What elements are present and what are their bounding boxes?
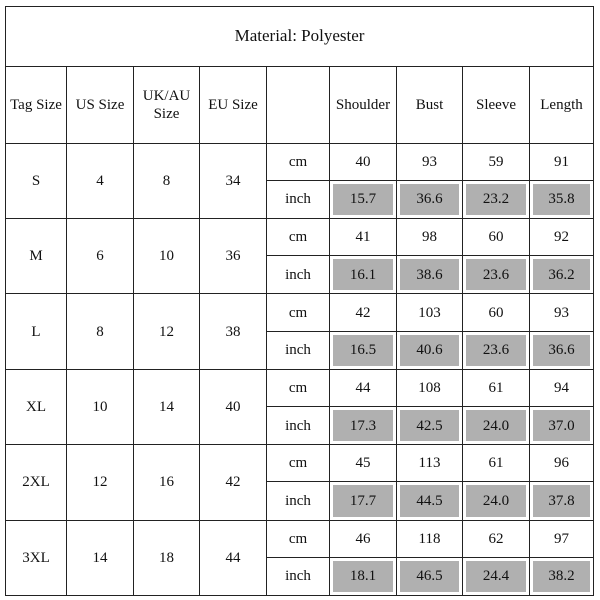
inch-bust-value: 38.6 <box>400 259 459 290</box>
size-cell-tag: XL <box>6 369 67 444</box>
inch-shoulder-value: 15.7 <box>333 184 393 215</box>
table-row-cm <box>6 294 594 331</box>
size-cell-us: 12 <box>67 445 134 520</box>
inch-bust-cell <box>397 406 463 444</box>
inch-shoulder-value: 16.5 <box>333 335 393 366</box>
inch-sleeve-cell <box>463 256 530 294</box>
size-cell-uk: 8 <box>134 143 200 218</box>
size-cell-eu: 34 <box>200 143 267 218</box>
inch-length-cell <box>530 331 594 369</box>
cm-shoulder-value: 42 <box>330 294 397 331</box>
size-cell-uk: 18 <box>134 520 200 595</box>
inch-length-value: 36.2 <box>533 259 590 290</box>
size-cell-uk: 14 <box>134 369 200 444</box>
cm-length-value: 94 <box>530 369 594 406</box>
inch-sleeve-value: 23.2 <box>466 184 526 215</box>
inch-shoulder-cell <box>330 557 397 595</box>
unit-label-inch: inch <box>267 482 330 520</box>
header-sleeve: Sleeve <box>463 67 530 143</box>
inch-sleeve-cell <box>463 331 530 369</box>
inch-length-value: 36.6 <box>533 335 590 366</box>
cm-bust-value: 98 <box>397 219 463 256</box>
unit-label-cm: cm <box>267 294 330 331</box>
cm-shoulder-value: 44 <box>330 369 397 406</box>
inch-sleeve-cell <box>463 482 530 520</box>
inch-shoulder-value: 16.1 <box>333 259 393 290</box>
inch-bust-cell <box>397 256 463 294</box>
cm-shoulder-value: 45 <box>330 445 397 482</box>
size-table <box>5 6 594 596</box>
inch-length-cell <box>530 180 594 218</box>
unit-label-cm: cm <box>267 445 330 482</box>
size-cell-uk: 10 <box>134 219 200 294</box>
inch-sleeve-value: 23.6 <box>466 259 526 290</box>
table-row-cm <box>6 143 594 180</box>
header-us-size: US Size <box>67 67 134 143</box>
inch-bust-value: 46.5 <box>400 561 459 592</box>
title-row <box>6 7 594 67</box>
cm-bust-value: 113 <box>397 445 463 482</box>
header-bust: Bust <box>397 67 463 143</box>
size-cell-tag: 2XL <box>6 445 67 520</box>
inch-shoulder-cell <box>330 406 397 444</box>
cm-sleeve-value: 61 <box>463 445 530 482</box>
inch-shoulder-value: 17.7 <box>333 485 393 516</box>
cm-shoulder-value: 41 <box>330 219 397 256</box>
inch-length-cell <box>530 482 594 520</box>
unit-label-cm: cm <box>267 369 330 406</box>
cm-bust-value: 118 <box>397 520 463 557</box>
inch-shoulder-value: 18.1 <box>333 561 393 592</box>
inch-sleeve-value: 24.0 <box>466 485 526 516</box>
header-eu-size: EU Size <box>200 67 267 143</box>
unit-label-cm: cm <box>267 143 330 180</box>
size-chart <box>5 6 593 596</box>
inch-sleeve-value: 24.0 <box>466 410 526 441</box>
cm-sleeve-value: 59 <box>463 143 530 180</box>
inch-shoulder-value: 17.3 <box>333 410 393 441</box>
inch-sleeve-value: 24.4 <box>466 561 526 592</box>
cm-length-value: 97 <box>530 520 594 557</box>
inch-bust-value: 40.6 <box>400 335 459 366</box>
inch-bust-cell <box>397 180 463 218</box>
inch-shoulder-cell <box>330 256 397 294</box>
inch-sleeve-value: 23.6 <box>466 335 526 366</box>
cm-shoulder-value: 46 <box>330 520 397 557</box>
unit-label-inch: inch <box>267 331 330 369</box>
header-shoulder: Shoulder <box>330 67 397 143</box>
size-cell-us: 14 <box>67 520 134 595</box>
cm-length-value: 91 <box>530 143 594 180</box>
inch-sleeve-cell <box>463 406 530 444</box>
size-cell-tag: M <box>6 219 67 294</box>
unit-label-inch: inch <box>267 180 330 218</box>
table-row-cm <box>6 369 594 406</box>
inch-bust-value: 36.6 <box>400 184 459 215</box>
inch-bust-cell <box>397 482 463 520</box>
size-cell-tag: 3XL <box>6 520 67 595</box>
inch-shoulder-cell <box>330 482 397 520</box>
cm-sleeve-value: 61 <box>463 369 530 406</box>
inch-bust-cell <box>397 557 463 595</box>
table-row-cm <box>6 219 594 256</box>
unit-label-cm: cm <box>267 520 330 557</box>
table-row-cm <box>6 445 594 482</box>
inch-shoulder-cell <box>330 331 397 369</box>
inch-bust-value: 44.5 <box>400 485 459 516</box>
header-row <box>6 67 594 143</box>
cm-sleeve-value: 62 <box>463 520 530 557</box>
table-row-cm <box>6 520 594 557</box>
cm-length-value: 93 <box>530 294 594 331</box>
size-cell-tag: S <box>6 143 67 218</box>
inch-bust-value: 42.5 <box>400 410 459 441</box>
cm-bust-value: 108 <box>397 369 463 406</box>
header-length: Length <box>530 67 594 143</box>
size-cell-us: 6 <box>67 219 134 294</box>
inch-length-cell <box>530 406 594 444</box>
size-cell-eu: 40 <box>200 369 267 444</box>
inch-length-cell <box>530 557 594 595</box>
unit-label-inch: inch <box>267 256 330 294</box>
cm-sleeve-value: 60 <box>463 219 530 256</box>
inch-sleeve-cell <box>463 557 530 595</box>
cm-bust-value: 93 <box>397 143 463 180</box>
size-cell-uk: 16 <box>134 445 200 520</box>
inch-length-value: 35.8 <box>533 184 590 215</box>
unit-label-cm: cm <box>267 219 330 256</box>
cm-length-value: 92 <box>530 219 594 256</box>
size-cell-us: 8 <box>67 294 134 369</box>
inch-length-value: 37.0 <box>533 410 590 441</box>
header-uk-au-size: UK/AU Size <box>134 67 200 143</box>
unit-label-inch: inch <box>267 406 330 444</box>
inch-sleeve-cell <box>463 180 530 218</box>
size-cell-uk: 12 <box>134 294 200 369</box>
cm-bust-value: 103 <box>397 294 463 331</box>
cm-sleeve-value: 60 <box>463 294 530 331</box>
inch-length-value: 38.2 <box>533 561 590 592</box>
cm-length-value: 96 <box>530 445 594 482</box>
size-cell-us: 4 <box>67 143 134 218</box>
inch-shoulder-cell <box>330 180 397 218</box>
inch-bust-cell <box>397 331 463 369</box>
size-cell-us: 10 <box>67 369 134 444</box>
unit-label-inch: inch <box>267 557 330 595</box>
header-unit <box>267 67 330 143</box>
size-cell-tag: L <box>6 294 67 369</box>
cm-shoulder-value: 40 <box>330 143 397 180</box>
table-title: Material: Polyester <box>6 7 594 67</box>
size-cell-eu: 44 <box>200 520 267 595</box>
size-cell-eu: 36 <box>200 219 267 294</box>
inch-length-value: 37.8 <box>533 485 590 516</box>
size-cell-eu: 42 <box>200 445 267 520</box>
header-tag-size: Tag Size <box>6 67 67 143</box>
inch-length-cell <box>530 256 594 294</box>
size-cell-eu: 38 <box>200 294 267 369</box>
